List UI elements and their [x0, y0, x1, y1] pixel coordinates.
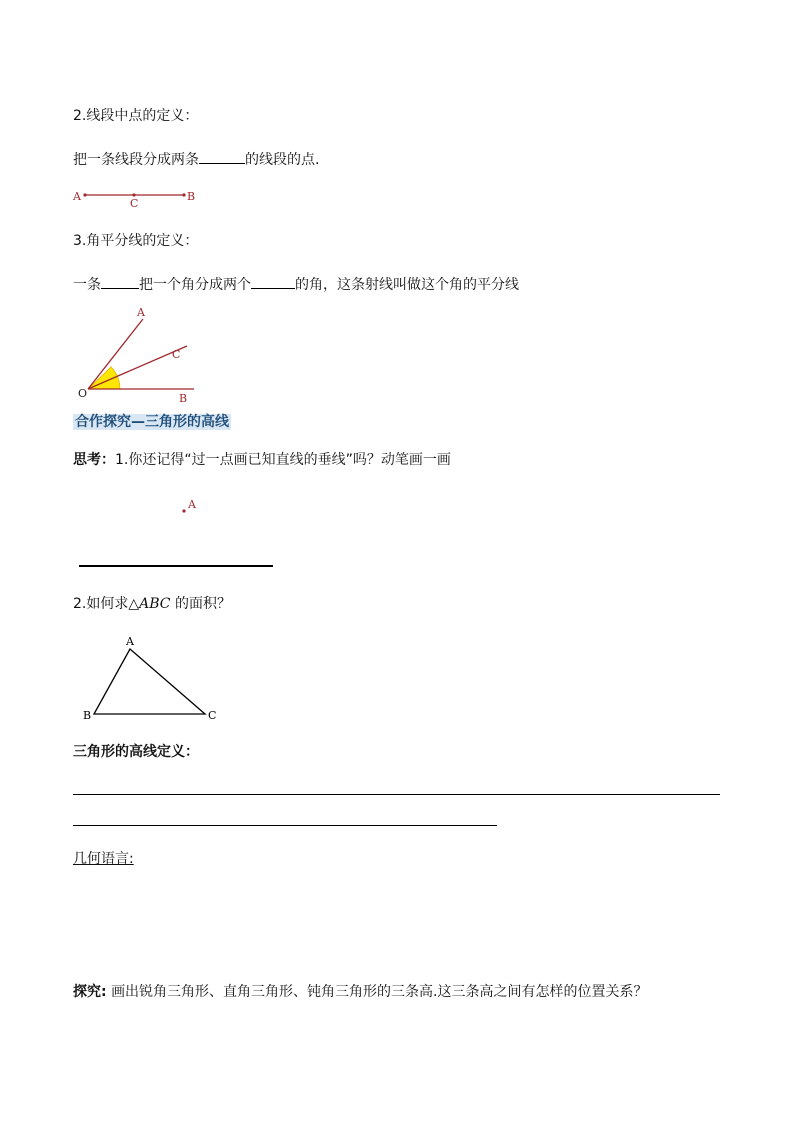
geometry-label: 几何语言: [73, 851, 134, 867]
segment-point-a [83, 193, 86, 196]
angle-label-a: A [137, 306, 145, 319]
coop-title: 合作探究—三角形的高线 [75, 414, 229, 430]
angle-figure [78, 306, 194, 405]
section3-text-c: 的角，这条射线叫做这个角的平分线 [295, 277, 519, 293]
segment-point-b [182, 193, 185, 196]
think-q1-text: 1.你还记得“过一点画已知直线的垂线”吗？动笔画一画 [115, 452, 451, 468]
section3-heading: 3.角平分线的定义： [73, 233, 199, 249]
point-figure [182, 498, 197, 513]
angle-label-c: C [172, 348, 181, 361]
segment-label-b: B [187, 190, 196, 203]
segment-figure [72, 190, 195, 210]
triangle-abc [94, 649, 205, 714]
angle-sector [88, 367, 120, 389]
triangle-label-a: A [126, 635, 134, 648]
explore-text: 画出锐角三角形、直角三角形、钝角三角形的三条高.这三条高之间有怎样的位置关系？ [111, 984, 648, 1000]
section3-text-b: 把一个角分成两个 [139, 277, 251, 293]
segment-label-c: C [130, 197, 139, 210]
point-a-dot [182, 509, 185, 512]
explore-label: 探究: [73, 984, 107, 1000]
section2-text-after: 的线段的点. [245, 152, 320, 168]
triangle-figure [83, 635, 216, 722]
triangle-label-c: C [208, 709, 217, 722]
section2-text-before: 把一条线段分成两条 [73, 152, 199, 168]
point-a-label: A [188, 498, 196, 511]
section2-heading: 2.线段中点的定义： [73, 108, 199, 124]
think-q2-suffix: 的面积？ [170, 596, 231, 612]
section3-text-a: 一条 [73, 277, 101, 293]
think-q2-prefix: 2.如何求△ [73, 596, 140, 612]
think-label: 思考： [73, 452, 115, 468]
angle-label-o: O [78, 387, 88, 400]
altitude-label: 三角形的高线定义： [73, 744, 199, 760]
triangle-label-b: B [83, 709, 92, 722]
segment-label-a: A [73, 190, 81, 203]
angle-label-b: B [179, 392, 188, 405]
think-q2-abc: ABC [139, 596, 171, 612]
